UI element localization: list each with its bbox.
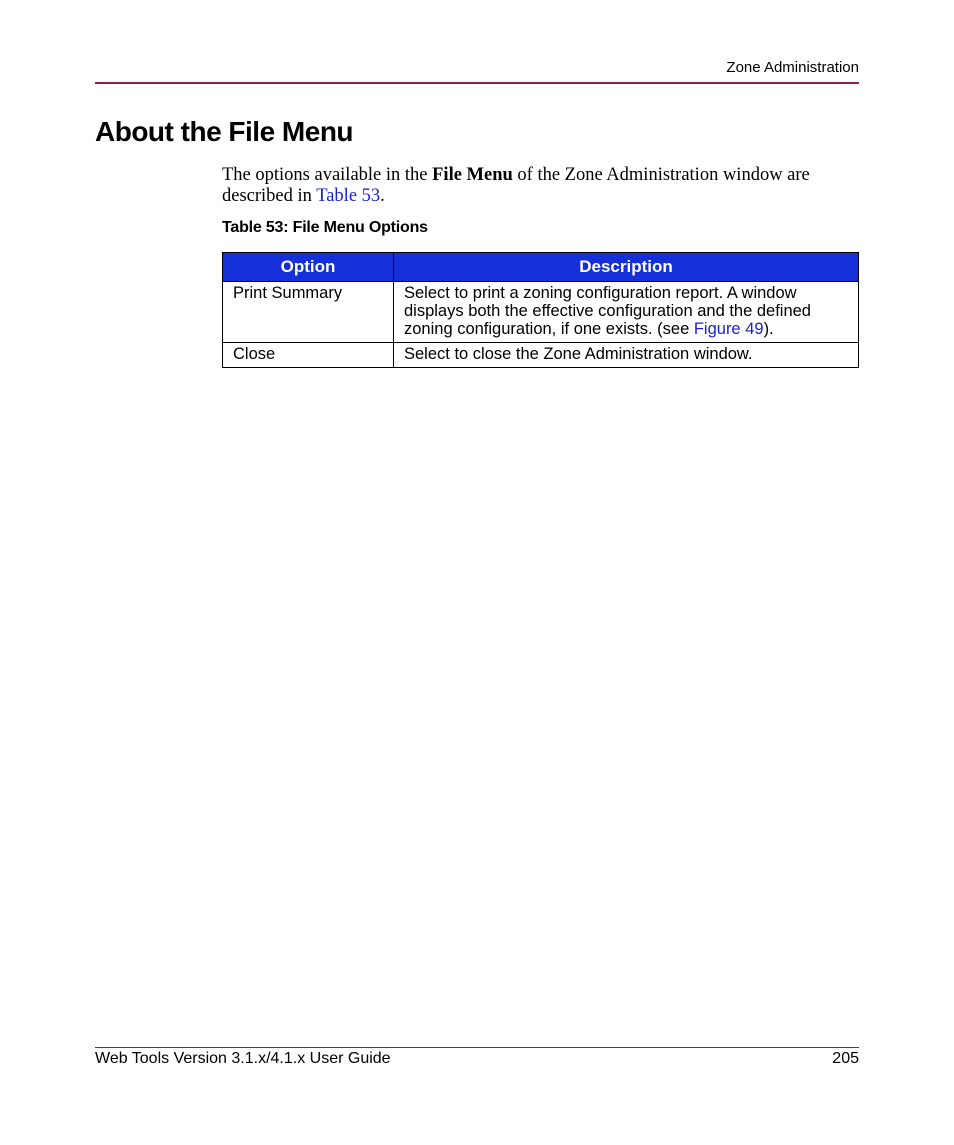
footer-rule <box>95 1047 859 1048</box>
column-header-option: Option <box>223 253 394 282</box>
section-title: About the File Menu <box>95 116 354 147</box>
option-cell: Print Summary <box>223 282 394 343</box>
table-header-row <box>223 253 859 282</box>
intro-text-before: The options available in the <box>222 165 433 185</box>
table-caption: Table 53: File Menu Options <box>222 219 428 236</box>
description-cell <box>394 282 859 343</box>
intro-ui-term: File Menu <box>432 165 513 185</box>
table-row <box>223 282 859 343</box>
footer-guide-title: Web Tools Version 3.1.x/4.1.x User Guide <box>95 1050 391 1067</box>
intro-text-middle: of the Zone Administration window are described in <box>222 165 810 206</box>
column-header-description: Description <box>394 253 859 282</box>
description-cell: Select to close the Zone Administration window. <box>394 343 859 368</box>
description-text-after: ). <box>763 320 774 338</box>
file-menu-options-table <box>222 252 859 368</box>
option-cell: Close <box>223 343 394 368</box>
running-header: Zone Administration <box>726 59 859 76</box>
intro-text-after: . <box>380 186 385 206</box>
figure-49-link[interactable]: Figure 49 <box>693 320 764 338</box>
description-text-before: Select to print a zoning configuration report. A window displays both the effective configuration and the defined zoning configuration, if one exists. (see <box>404 284 811 338</box>
header-rule <box>95 82 859 84</box>
table-53-link[interactable]: Table 53 <box>316 186 381 206</box>
page-number: 205 <box>832 1050 859 1067</box>
table-row <box>223 343 859 368</box>
intro-paragraph <box>222 165 862 207</box>
